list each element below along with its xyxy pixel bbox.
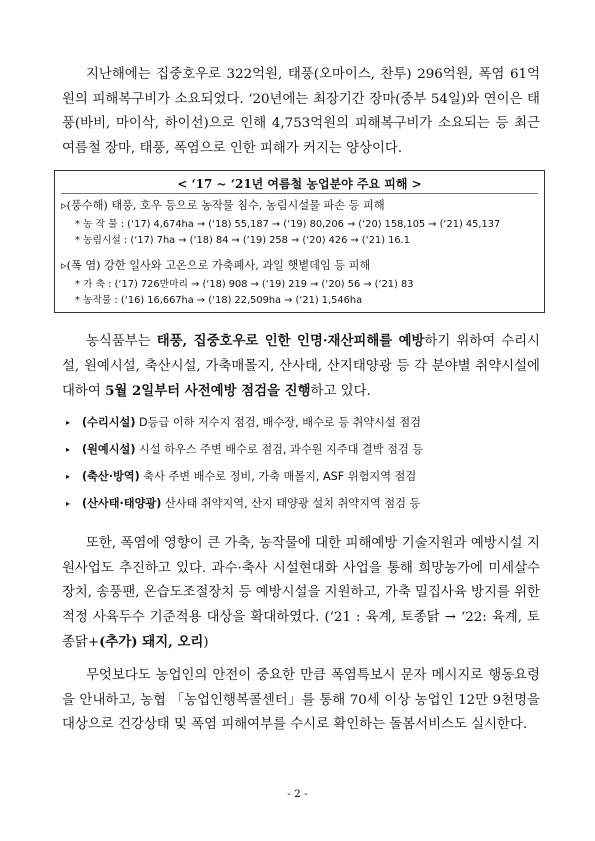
intro-text: 지난해에는 집중호우로 322억원, 태풍(오마이스, 찬투) 296억원, 폭염 61억원의 피해복구비가 소요되었다. ‘20년에는 최장기간 장마(중부 54일)와 연이은 태풍(바비, 마이삭, 하이선)으로 인해 4,753억원의 피해복구비가 소요되는 등 최근 여름철 장마, 태풍, 폭염으로 인한 피해가 커지는 양상이다. [62, 67, 540, 156]
prevention-text-c: 하기 위하여 수리시설, 원예시설, 축산시설, 가축매몰지, 산사태, 산지태양광 등 각 분야별 취약시설에 대하여 [62, 334, 540, 399]
heatwave-livestock-damage: * 가 축 : (‘17) 726만마리 → (‘18) 908 → (‘19) 219 → (‘20) 56 → (‘21) 83 [75, 279, 414, 290]
intro-paragraph [62, 63, 540, 161]
storm-crop-damage: * 농 작 물 : (‘17) 4,674ha → (‘18) 55,187 → (‘19) 80,206 → (‘20) 158,105 → (‘21) 45,137 [75, 219, 501, 230]
bullet-category: (원예시설) [82, 443, 136, 456]
bullet-category: (축산·방역) [82, 470, 140, 483]
prevention-text-a: 농식품부는 [86, 334, 157, 349]
bullet-text: 시설 하우스 주변 배수로 점검, 과수원 지주대 결박 점검 등 [135, 443, 424, 456]
heatwave-support-paragraph [62, 532, 540, 656]
heatwave-support-text-b: (추가) 돼지, 오리 [99, 634, 204, 650]
bullet-text: D등급 이하 저수지 점검, 배수장, 배수로 등 취약시설 점검 [135, 416, 421, 429]
inspection-list [66, 409, 546, 517]
heatwave-support-text-a: 또한, 폭염에 영향이 큰 가축, 농작물에 대한 피해예방 기술지원과 예방시설 지원사업도 추진하고 있다. 과수·축사 시설현대화 사업을 통해 희망농가에 미세살수장치, 송풍팬, 온습도조절장치 등 예방시설을 지원하고, 가축 밀집사육 방지를 위한 적정 사육두수 기준적용 대상을 확대하였다. (‘21 : 육계, 토종닭 → ‘22: 육계, 토종닭+ [62, 536, 540, 650]
page-number: - 2 - [287, 788, 308, 800]
list-item [66, 490, 546, 517]
bullet-marker: ▸ [66, 472, 71, 481]
damage-summary-box [54, 170, 545, 313]
list-item [66, 409, 546, 436]
bullet-category: (산사태·태양광) [82, 497, 162, 510]
bullet-marker: ▸ [66, 445, 71, 454]
prevention-text-d: 5월 2일부터 사전예방 점검을 진행 [105, 383, 311, 399]
heatwave-support-text-c: ) [203, 635, 209, 650]
prevention-text-e: 하고 있다. [310, 384, 371, 399]
storm-damage-heading: ▹(풍수해) 태풍, 호우 등으로 농작물 침수, 농림시설물 파손 등 피해 [61, 199, 385, 212]
storm-facility-damage: * 농림시설 : (‘17) 7ha → (‘18) 84 → (‘19) 258 → (‘20) 426 → (‘21) 16.1 [75, 235, 410, 246]
safety-paragraph [62, 664, 540, 738]
bullet-text: 산사태 취약지역, 산지 태양광 설치 취약지역 점검 등 [161, 497, 421, 510]
box-divider [61, 193, 538, 194]
prevention-paragraph [62, 329, 540, 405]
prevention-text-b: 태풍, 집중호우로 인한 인명·재산피해를 예방 [156, 333, 425, 349]
list-item [66, 463, 546, 490]
bullet-marker: ▸ [66, 418, 71, 427]
bullet-category: (수리시설) [82, 416, 136, 429]
box-title: < ‘17 ~ ‘21년 여름철 농업분야 주요 피해 > [177, 177, 422, 191]
heatwave-crop-damage: * 농작물 : (‘16) 16,667ha → (‘18) 22,509ha → (‘21) 1,546ha [75, 295, 363, 306]
list-item [66, 436, 546, 463]
safety-text: 무엇보다도 농업인의 안전이 중요한 만큼 폭염특보시 문자 메시지로 행동요령을 안내하고, 농협 「농업인행복콜센터」를 통해 70세 이상 농업인 12만 9천명을 대상으로 건강상태 및 폭염 피해여부를 수시로 확인하는 돌봄서비스도 실시한다. [62, 668, 540, 732]
heatwave-damage-heading: ▹(폭 염) 강한 일사와 고온으로 가축폐사, 과일 햇볕데임 등 피해 [61, 259, 371, 272]
bullet-text: 축사 주변 배수로 정비, 가축 매몰지, ASF 위험지역 점검 [139, 470, 417, 483]
bullet-marker: ▸ [66, 499, 71, 508]
